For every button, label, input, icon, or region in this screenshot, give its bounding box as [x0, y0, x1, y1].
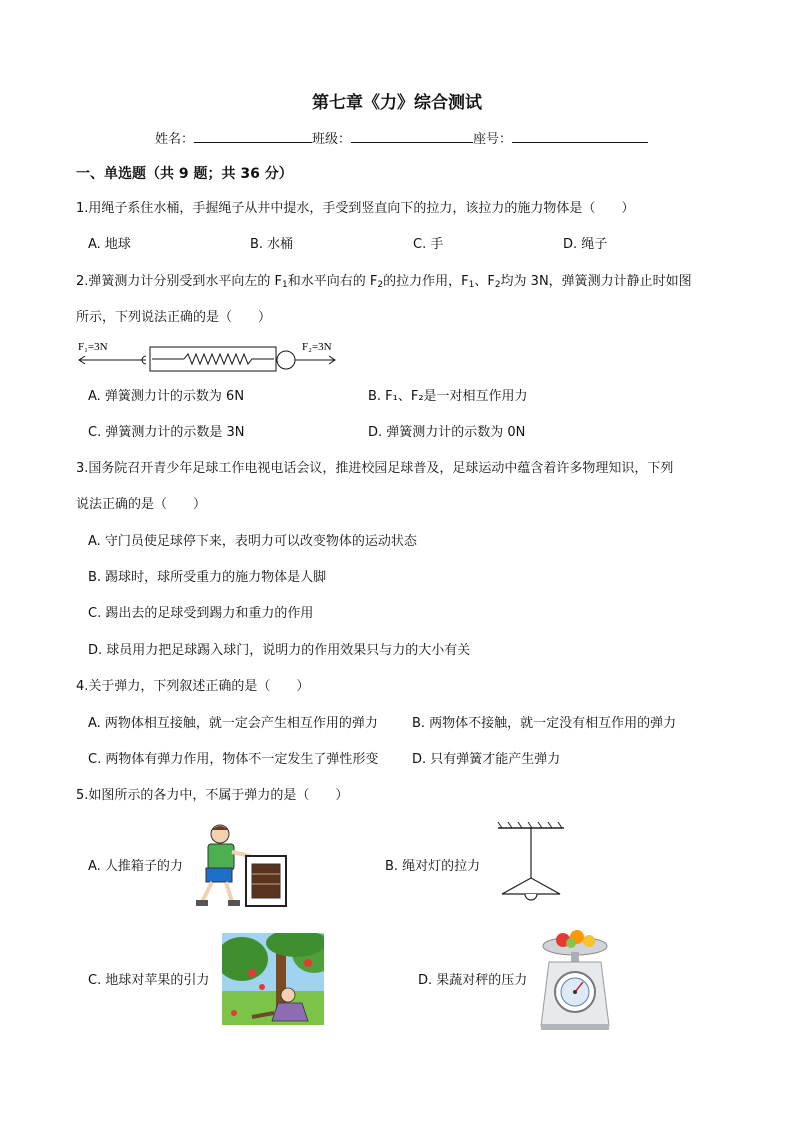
- q5-option-a[interactable]: A. 人推箱子的力: [88, 859, 183, 874]
- q1-option-a[interactable]: A. 地球: [88, 237, 131, 252]
- q1-option-d[interactable]: D. 绳子: [563, 237, 608, 252]
- q5-option-c[interactable]: C. 地球对苹果的引力: [88, 973, 210, 988]
- q5-option-d[interactable]: D. 果蔬对秤的压力: [418, 973, 528, 988]
- q2-option-b[interactable]: B. F₁、F₂是一对相互作用力: [368, 389, 528, 404]
- q5-option-b[interactable]: B. 绳对灯的拉力: [385, 859, 481, 874]
- q3-option-a[interactable]: A. 守门员使足球停下来，表明力可以改变物体的运动状态: [88, 534, 417, 549]
- q2-option-d[interactable]: D. 弹簧测力计的示数为 0N: [368, 425, 526, 440]
- fruit-scale-image: [535, 928, 615, 1034]
- q4-stem: 4.关于弹力，下列叙述正确的是（ ）: [76, 679, 310, 694]
- page-title: 第七章《力》综合测试: [312, 93, 482, 113]
- apple-falling-image: [222, 933, 324, 1025]
- q3-stem-line2: 说法正确的是（ ）: [76, 497, 207, 512]
- q4-option-b[interactable]: B. 两物体不接触，就一定没有相互作用的弹力: [412, 716, 677, 731]
- seat-label: 座号：: [473, 132, 513, 147]
- spring-scale-figure: [76, 338, 346, 374]
- f2-label: F₂=3N: [302, 341, 332, 353]
- pull-ring: [277, 351, 295, 369]
- q5-stem: 5.如图所示的各力中，不属于弹力的是（ ）: [76, 788, 349, 803]
- q3-stem-line1: 3.国务院召开青少年足球工作电视电话会议，推进校园足球普及，足球运动中蕴含着许多物理知识，下列: [76, 461, 674, 476]
- f1-label: F₁=3N: [78, 341, 108, 353]
- q2-stem-line1: 2.弹簧测力计分别受到水平向左的 $F_1$和水平向右的 $F_2$的拉力作用，$F_1$、$F_2$均为 3N，弹簧测力计静止时如图: [76, 274, 692, 290]
- q1-option-b[interactable]: B. 水桶: [250, 237, 294, 252]
- seat-blank[interactable]: [512, 128, 648, 143]
- q1-stem: 1.用绳子系住水桶，手握绳子从井中提水，手受到竖直向下的拉力，该拉力的施力物体是（ ）: [76, 201, 635, 216]
- q3-option-c[interactable]: C. 踢出去的足球受到踢力和重力的作用: [88, 606, 314, 621]
- section-heading: 一、单选题（共 9 题；共 36 分）: [76, 166, 293, 182]
- q2-option-a[interactable]: A. 弹簧测力计的示数为 6N: [88, 389, 245, 404]
- hanging-lamp-image: [492, 822, 572, 912]
- q3-option-b[interactable]: B. 踢球时，球所受重力的施力物体是人脚: [88, 570, 327, 585]
- person-pushing-box-image: [190, 822, 290, 910]
- q4-option-d[interactable]: D. 只有弹簧才能产生弹力: [412, 752, 561, 767]
- q1-option-c[interactable]: C. 手: [413, 237, 444, 252]
- class-blank[interactable]: [351, 128, 473, 143]
- q3-option-d[interactable]: D. 球员用力把足球踢入球门，说明力的作用效果只与力的大小有关: [88, 643, 471, 658]
- q2-option-c[interactable]: C. 弹簧测力计的示数是 3N: [88, 425, 245, 440]
- class-label: 班级：: [312, 132, 352, 147]
- spring: [184, 354, 274, 364]
- q4-option-c[interactable]: C. 两物体有弹力作用，物体不一定发生了弹性形变: [88, 752, 379, 767]
- name-blank[interactable]: [194, 128, 312, 143]
- q2-stem-line2: 所示，下列说法正确的是（ ）: [76, 310, 272, 325]
- student-info-line: [155, 128, 648, 149]
- q4-option-a[interactable]: A. 两物体相互接触，就一定会产生相互作用的弹力: [88, 716, 378, 731]
- name-label: 姓名：: [155, 132, 195, 147]
